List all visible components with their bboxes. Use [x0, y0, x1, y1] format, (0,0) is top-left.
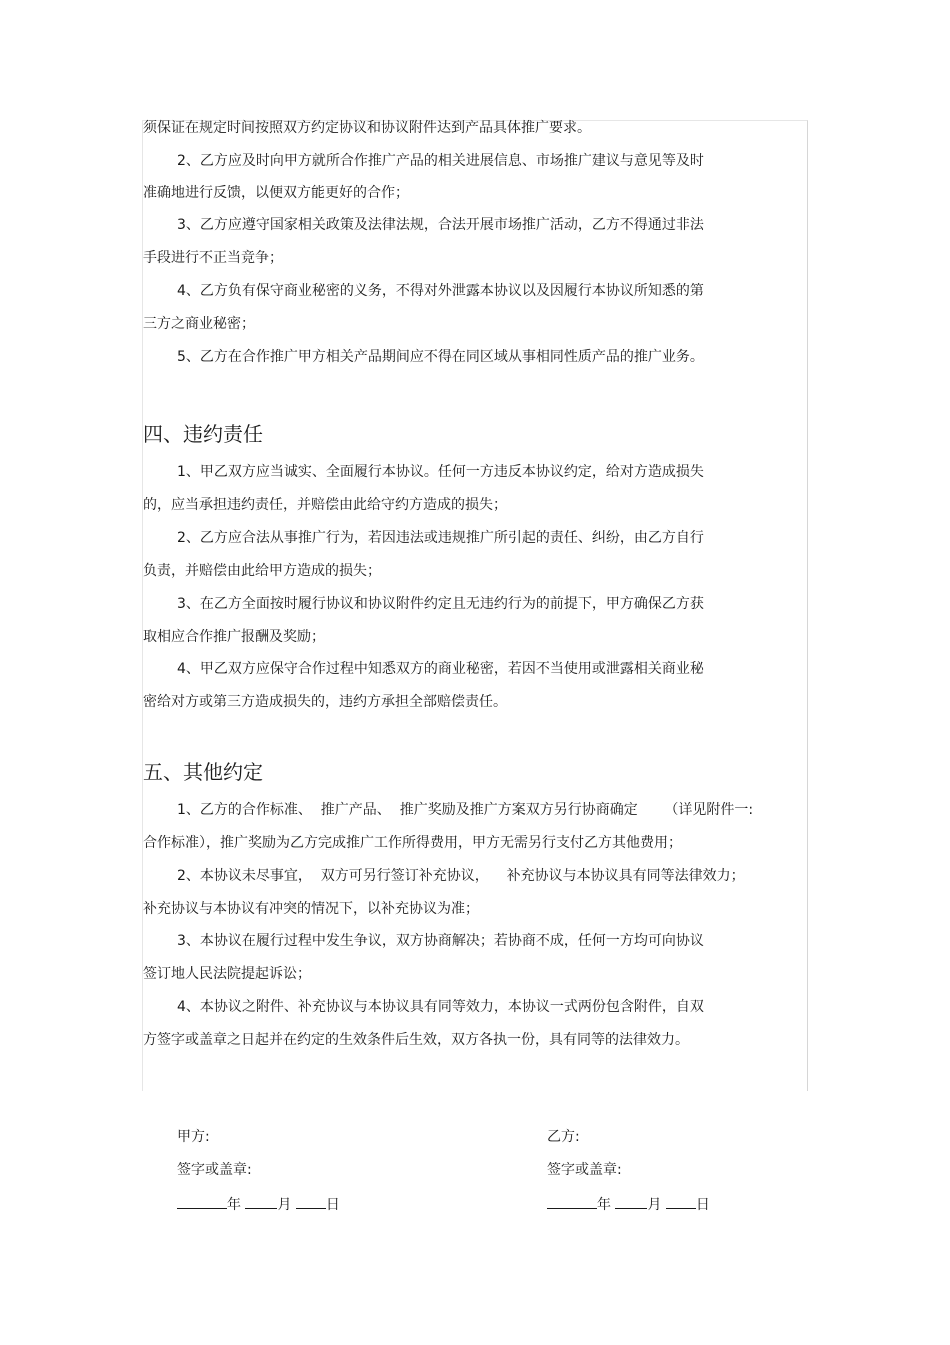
- clause-line: 3、本协议在履行过程中发生争议，双方协商解决；若协商不成，任何一方均可向协议: [177, 933, 704, 949]
- month-blank[interactable]: [245, 1194, 277, 1209]
- clause-line: 1、乙方的合作标准、 推广产品、 推广奖励及推广方案双方另行协商确定 （详见附件一:: [177, 802, 754, 818]
- clause-line: 2、乙方应及时向甲方就所合作推广产品的相关进展信息、市场推广建议与意见等及时: [177, 153, 704, 169]
- clause-line: 负责，并赔偿由此给甲方造成的损失；: [143, 563, 381, 579]
- party-b-sign-label: 签字或盖章:: [547, 1162, 622, 1178]
- clause-line: 须保证在规定时间按照双方约定协议和协议附件达到产品具体推广要求。: [143, 120, 591, 136]
- party-a-sign-label: 签字或盖章:: [177, 1162, 252, 1178]
- clause-line: 5、乙方在合作推广甲方相关产品期间应不得在同区域从事相同性质产品的推广业务。: [177, 349, 704, 365]
- month-blank[interactable]: [615, 1194, 647, 1209]
- year-label: 年: [227, 1197, 241, 1213]
- party-b-label: 乙方:: [547, 1129, 580, 1145]
- party-a-label: 甲方:: [177, 1129, 210, 1145]
- clause-line: 三方之商业秘密；: [143, 316, 255, 332]
- clause-line: 3、乙方应遵守国家相关政策及法律法规，合法开展市场推广活动，乙方不得通过非法: [177, 217, 704, 233]
- day-label: 日: [325, 1197, 340, 1213]
- clause-line: 准确地进行反馈，以便双方能更好的合作；: [143, 185, 409, 201]
- clause-line: 1、甲乙双方应当诚实、全面履行本协议。任何一方违反本协议约定，给对方造成损失: [177, 464, 704, 480]
- month-label: 月: [277, 1197, 292, 1213]
- year-blank[interactable]: [177, 1194, 227, 1209]
- year-blank[interactable]: [547, 1194, 597, 1209]
- clause-line: 手段进行不正当竞争；: [143, 250, 283, 266]
- clause-line: 取相应合作推广报酬及奖励；: [143, 629, 325, 645]
- year-label: 年: [597, 1197, 611, 1213]
- clause-line: 4、本协议之附件、补充协议与本协议具有同等效力，本协议一式两份包含附件，自双: [177, 999, 704, 1015]
- clause-line: 2、乙方应合法从事推广行为，若因违法或违规推广所引起的责任、纠纷，由乙方自行: [177, 530, 704, 546]
- day-label: 日: [695, 1197, 710, 1213]
- clause-line: 密给对方或第三方造成损失的，违约方承担全部赔偿责任。: [143, 694, 507, 710]
- clause-line: 4、甲乙双方应保守合作过程中知悉双方的商业秘密，若因不当使用或泄露相关商业秘: [177, 661, 704, 677]
- day-blank[interactable]: [666, 1194, 696, 1209]
- party-a-date: [177, 1194, 340, 1214]
- clause-line: 签订地人民法院提起诉讼；: [143, 966, 311, 982]
- section-heading: 五、其他约定: [143, 760, 263, 784]
- day-blank[interactable]: [296, 1194, 326, 1209]
- clause-line: 合作标准），推广奖励为乙方完成推广工作所得费用，甲方无需另行支付乙方其他费用；: [143, 835, 682, 851]
- clause-line: 的，应当承担违约责任，并赔偿由此给守约方造成的损失；: [143, 497, 507, 513]
- clause-line: 补充协议与本协议有冲突的情况下，以补充协议为准；: [143, 901, 479, 917]
- section-heading: 四、违约责任: [143, 422, 263, 446]
- clause-line: 方签字或盖章之日起并在约定的生效条件后生效，双方各执一份，具有同等的法律效力。: [143, 1032, 689, 1048]
- clause-line: 2、本协议未尽事宜， 双方可另行签订补充协议， 补充协议与本协议具有同等法律效力；: [177, 868, 745, 884]
- party-b-date: [547, 1194, 710, 1214]
- clause-line: 3、在乙方全面按时履行协议和协议附件约定且无违约行为的前提下，甲方确保乙方获: [177, 596, 704, 612]
- month-label: 月: [647, 1197, 662, 1213]
- clause-line: 4、乙方负有保守商业秘密的义务，不得对外泄露本协议以及因履行本协议所知悉的第: [177, 283, 704, 299]
